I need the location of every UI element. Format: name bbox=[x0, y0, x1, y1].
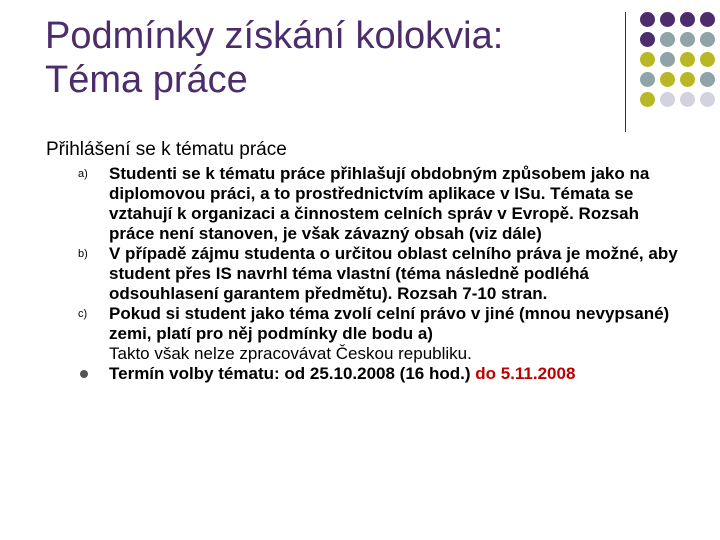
decorative-dot bbox=[700, 32, 715, 47]
decorative-dot bbox=[660, 12, 675, 27]
decorative-divider bbox=[625, 12, 626, 132]
decorative-dot bbox=[680, 52, 695, 67]
decorative-dot bbox=[660, 52, 675, 67]
decorative-dot bbox=[640, 32, 655, 47]
decorative-dot bbox=[680, 72, 695, 87]
decorative-dot bbox=[680, 12, 695, 27]
decorative-dot bbox=[640, 72, 655, 87]
slide-title-line-1: Podmínky získání kolokvia: bbox=[45, 15, 504, 57]
slide-title bbox=[45, 14, 605, 102]
list-marker-c: c) bbox=[78, 308, 88, 320]
list-item-c-text: Pokud si student jako téma zvolí celní právo v jiné (mnou nevypsané) zemi, platí pro něj podmínky dle bodu a) bbox=[109, 304, 670, 343]
list-marker-a: a) bbox=[78, 168, 88, 180]
decorative-dot bbox=[640, 92, 655, 107]
decorative-dot bbox=[700, 12, 715, 27]
list-item-c-note: Takto však nelze zpracovávat Českou republiku. bbox=[109, 344, 472, 363]
decorative-dot bbox=[660, 92, 675, 107]
list-item-a bbox=[78, 164, 678, 244]
conditions-list bbox=[78, 164, 678, 384]
bullet-dot-icon bbox=[80, 370, 88, 378]
decorative-dot bbox=[680, 92, 695, 107]
deadline-text: Termín volby tématu: od 25.10.2008 (16 hod.) bbox=[109, 364, 476, 383]
deadline-end-date: do 5.11.2008 bbox=[475, 364, 576, 383]
subheading: Přihlášení se k tématu práce bbox=[46, 139, 287, 160]
decorative-dot bbox=[660, 72, 675, 87]
list-item-b-text: V případě zájmu studenta o určitou oblast celního práva je možné, aby student přes IS navrhl téma vlastní (téma následně podléhá odsouhlasení garantem předmětu). Rozsah 7-10 stran. bbox=[109, 244, 678, 303]
decorative-dot bbox=[700, 52, 715, 67]
list-item-c bbox=[78, 304, 678, 364]
list-item-deadline bbox=[78, 364, 678, 384]
list-item-b bbox=[78, 244, 678, 304]
decorative-dot-grid bbox=[640, 12, 720, 112]
list-item-a-text: Studenti se k tématu práce přihlašují obdobným způsobem jako na diplomovou práci, a to prostřednictvím aplikace v ISu. Témata se vztahují k organizaci a činnostem celních správ v Evropě. Rozsah práce není stanoven, je však závazný obsah (viz dále) bbox=[109, 164, 650, 243]
decorative-dot bbox=[640, 52, 655, 67]
list-marker-b: b) bbox=[78, 248, 88, 260]
decorative-dot bbox=[660, 32, 675, 47]
decorative-dot bbox=[700, 92, 715, 107]
decorative-dot bbox=[700, 72, 715, 87]
decorative-dot bbox=[680, 32, 695, 47]
slide-title-line-2: Téma práce bbox=[45, 59, 248, 101]
decorative-dot bbox=[640, 12, 655, 27]
